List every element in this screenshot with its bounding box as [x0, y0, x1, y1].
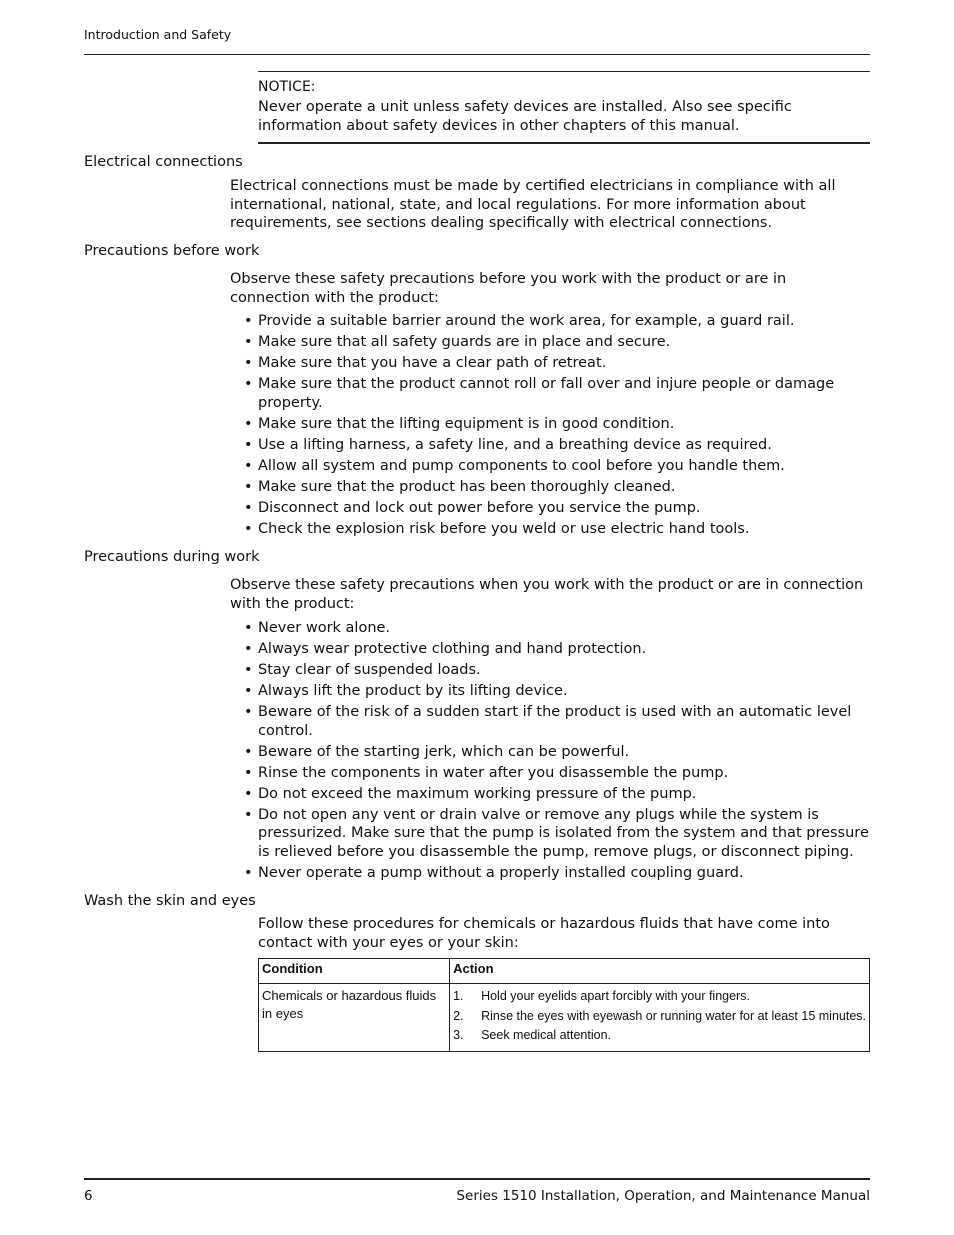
list-item-text: Make sure that the lifting equipment is in good condition. [258, 415, 675, 432]
list-item [230, 333, 870, 352]
bullet-dot: • [244, 334, 253, 350]
list-item [230, 415, 870, 434]
bullet-dot: • [244, 620, 253, 636]
step-text: Seek medical attention. [481, 1028, 612, 1042]
list-item [230, 764, 870, 783]
list-item-text: Never operate a pump without a properly installed coupling guard. [258, 864, 744, 881]
electrical-body: Electrical connections must be made by certified electricians in compliance with all international, national, state, and local regulations. For more information about requirements, see sections dealing specifically with electrical connections. [230, 178, 836, 231]
bullet-dot: • [244, 641, 253, 657]
list-item [230, 478, 870, 497]
condition-action-table [258, 958, 870, 1052]
step-number: 3. [453, 1028, 464, 1042]
list-item [230, 436, 870, 455]
during-work-title: Precautions during work [84, 549, 260, 565]
action-step [453, 987, 866, 1007]
list-item [230, 520, 870, 539]
list-item [230, 806, 870, 862]
footer-rule [84, 1178, 870, 1180]
wash-title: Wash the skin and eyes [84, 893, 256, 909]
bullet-dot: • [244, 478, 253, 495]
list-item-text: Use a lifting harness, a safety line, and a breathing device as required. [258, 436, 772, 453]
bullet-dot: • [244, 415, 253, 432]
list-item-text: Disconnect and lock out power before you service the pump. [258, 499, 701, 516]
bullet-dot: • [244, 376, 253, 392]
list-item-text: Check the explosion risk before you weld or use electric hand tools. [258, 520, 750, 537]
table-header-row [259, 959, 870, 984]
list-item-text: Make sure that the product cannot roll or fall over and injure people or damage property. [258, 376, 835, 411]
column-header-condition: Condition [259, 959, 450, 984]
action-cell [450, 984, 870, 1052]
step-number: 2. [453, 1008, 464, 1023]
electrical-title: Electrical connections [84, 154, 243, 170]
bullet-dot: • [244, 499, 253, 516]
bullet-dot: • [244, 806, 253, 823]
before-work-title: Precautions before work [84, 243, 260, 259]
list-item [230, 785, 870, 804]
list-item-text: Do not exceed the maximum working pressure of the pump. [258, 785, 697, 802]
list-item-text: Rinse the components in water after you disassemble the pump. [258, 764, 729, 781]
bullet-dot: • [244, 313, 253, 329]
list-item [230, 640, 870, 659]
notice-box [258, 71, 870, 144]
list-item-text: Provide a suitable barrier around the work area, for example, a guard rail. [258, 313, 795, 329]
bullet-dot: • [244, 662, 253, 678]
before-work-intro: Observe these safety precautions before you work with the product or are in connection with the product: [230, 271, 787, 306]
list-item [230, 743, 870, 762]
wash-intro: Follow these procedures for chemicals or hazardous fluids that have come into contact with your eyes or your skin: [258, 916, 830, 951]
list-item [230, 619, 870, 638]
list-item [230, 682, 870, 701]
bullet-dot: • [244, 355, 253, 371]
step-text: Hold your eyelids apart forcibly with your fingers. [481, 989, 750, 1003]
list-item-text: Make sure that the product has been thoroughly cleaned. [258, 478, 676, 495]
list-item [230, 661, 870, 680]
list-item-text: Never work alone. [258, 620, 391, 636]
bullet-dot: • [244, 683, 253, 699]
bullet-dot: • [244, 785, 253, 802]
list-item-text: Always lift the product by its lifting device. [258, 683, 568, 699]
during-work-intro: Observe these safety precautions when you work with the product or are in connection with the product: [230, 577, 864, 612]
list-item-text: Always wear protective clothing and hand protection. [258, 641, 647, 657]
bullet-dot: • [244, 520, 253, 537]
list-item-text: Stay clear of suspended loads. [258, 662, 481, 678]
step-number: 1. [453, 989, 464, 1003]
running-header: Introduction and Safety [84, 27, 232, 42]
notice-text: Never operate a unit unless safety devices are installed. Also see specific information about safety devices in other chapters of this manual. [258, 99, 792, 134]
list-item [230, 864, 870, 883]
column-header-action: Action [450, 959, 870, 984]
condition-cell: Chemicals or hazardous fluids in eyes [259, 984, 450, 1052]
before-work-list [230, 312, 870, 541]
action-step [453, 1007, 866, 1027]
manual-title: Series 1510 Installation, Operation, and Maintenance Manual [456, 1188, 870, 1204]
during-work-list [230, 619, 870, 885]
list-item-text: Do not open any vent or drain valve or remove any plugs while the system is pressurized. Make sure that the pump is isolated from the system and that pressure is relieved before you disassemble the pump, remove plugs, or disconnect piping. [258, 806, 869, 860]
bullet-dot: • [244, 457, 253, 474]
bullet-dot: • [244, 864, 253, 881]
list-item-text: Make sure that all safety guards are in place and secure. [258, 334, 671, 350]
list-item [230, 703, 870, 740]
bullet-dot: • [244, 704, 253, 720]
list-item [230, 354, 870, 373]
list-item-text: Allow all system and pump components to cool before you handle them. [258, 457, 785, 474]
notice-label: NOTICE: [258, 79, 316, 95]
list-item-text: Make sure that you have a clear path of retreat. [258, 355, 607, 371]
list-item [230, 375, 870, 412]
table-row [259, 984, 870, 1052]
action-steps [453, 987, 866, 1046]
list-item-text: Beware of the risk of a sudden start if the product is used with an automatic level control. [258, 704, 852, 739]
bullet-dot: • [244, 764, 253, 781]
header-rule [84, 54, 870, 55]
bullet-dot: • [244, 436, 253, 453]
page-number: 6 [84, 1188, 93, 1204]
list-item [230, 312, 870, 331]
step-text: Rinse the eyes with eyewash or running water for at least 15 minutes. [481, 1008, 866, 1023]
list-item-text: Beware of the starting jerk, which can be powerful. [258, 743, 630, 760]
bullet-dot: • [244, 743, 253, 760]
action-step [453, 1026, 866, 1046]
list-item [230, 499, 870, 518]
list-item [230, 457, 870, 476]
